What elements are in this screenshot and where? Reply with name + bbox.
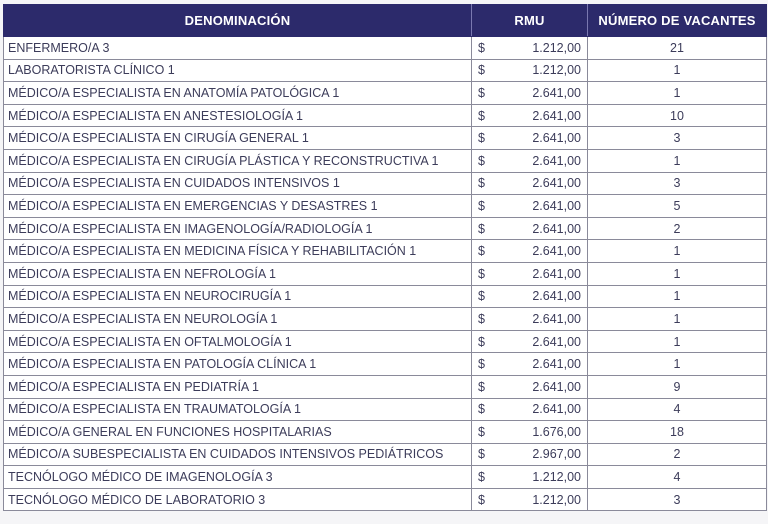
cell-rmu: [472, 488, 588, 511]
vacancies-table: [3, 4, 767, 511]
cell-vacantes: 1: [588, 149, 767, 172]
table-row: [4, 375, 767, 398]
currency-symbol: $: [478, 289, 485, 304]
table-row: [4, 330, 767, 353]
cell-vacantes: 4: [588, 398, 767, 421]
table-row: [4, 488, 767, 511]
rmu-amount: 2.641,00: [532, 198, 581, 213]
cell-denominacion: MÉDICO/A ESPECIALISTA EN MEDICINA FÍSICA Y REHABILITACIÓN 1: [4, 240, 472, 263]
cell-denominacion: MÉDICO/A ESPECIALISTA EN PATOLOGÍA CLÍNICA 1: [4, 353, 472, 376]
rmu-amount: 2.641,00: [532, 244, 581, 259]
cell-denominacion: MÉDICO/A ESPECIALISTA EN ANATOMÍA PATOLÓGICA 1: [4, 82, 472, 105]
currency-symbol: $: [478, 470, 485, 485]
currency-symbol: $: [478, 402, 485, 417]
cell-rmu: [472, 217, 588, 240]
header-denominacion: DENOMINACIÓN: [4, 5, 472, 37]
currency-symbol: $: [478, 176, 485, 191]
cell-vacantes: 21: [588, 37, 767, 60]
currency-symbol: $: [478, 447, 485, 462]
cell-rmu: [472, 37, 588, 60]
currency-symbol: $: [478, 85, 485, 100]
table-row: [4, 149, 767, 172]
rmu-amount: 1.212,00: [532, 63, 581, 78]
table-row: [4, 443, 767, 466]
rmu-amount: 1.212,00: [532, 40, 581, 55]
cell-rmu: [472, 466, 588, 489]
currency-symbol: $: [478, 131, 485, 146]
table-row: [4, 466, 767, 489]
cell-rmu: [472, 149, 588, 172]
header-rmu: RMU: [472, 5, 588, 37]
cell-denominacion: MÉDICO/A ESPECIALISTA EN OFTALMOLOGÍA 1: [4, 330, 472, 353]
cell-denominacion: MÉDICO/A ESPECIALISTA EN CUIDADOS INTENSIVOS 1: [4, 172, 472, 195]
cell-vacantes: 2: [588, 217, 767, 240]
cell-rmu: [472, 375, 588, 398]
cell-denominacion: MÉDICO/A ESPECIALISTA EN ANESTESIOLOGÍA 1: [4, 104, 472, 127]
table-row: [4, 308, 767, 331]
table-row: [4, 285, 767, 308]
currency-symbol: $: [478, 492, 485, 507]
currency-symbol: $: [478, 221, 485, 236]
cell-rmu: [472, 262, 588, 285]
cell-rmu: [472, 240, 588, 263]
cell-rmu: [472, 308, 588, 331]
cell-vacantes: 2: [588, 443, 767, 466]
table-row: [4, 59, 767, 82]
currency-symbol: $: [478, 334, 485, 349]
cell-denominacion: MÉDICO/A SUBESPECIALISTA EN CUIDADOS INTENSIVOS PEDIÁTRICOS: [4, 443, 472, 466]
vacancies-table-container: [3, 4, 766, 511]
table-row: [4, 82, 767, 105]
currency-symbol: $: [478, 153, 485, 168]
table-row: [4, 262, 767, 285]
currency-symbol: $: [478, 244, 485, 259]
cell-denominacion: MÉDICO/A ESPECIALISTA EN NEFROLOGÍA 1: [4, 262, 472, 285]
cell-rmu: [472, 285, 588, 308]
cell-rmu: [472, 195, 588, 218]
cell-rmu: [472, 59, 588, 82]
cell-vacantes: 3: [588, 172, 767, 195]
cell-rmu: [472, 330, 588, 353]
cell-rmu: [472, 172, 588, 195]
table-header: [4, 5, 767, 37]
rmu-amount: 1.212,00: [532, 492, 581, 507]
table-row: [4, 195, 767, 218]
cell-vacantes: 3: [588, 127, 767, 150]
cell-vacantes: 4: [588, 466, 767, 489]
rmu-amount: 2.641,00: [532, 131, 581, 146]
currency-symbol: $: [478, 198, 485, 213]
cell-rmu: [472, 398, 588, 421]
rmu-amount: 1.676,00: [532, 424, 581, 439]
cell-rmu: [472, 443, 588, 466]
rmu-amount: 2.641,00: [532, 176, 581, 191]
rmu-amount: 2.641,00: [532, 357, 581, 372]
cell-denominacion: ENFERMERO/A 3: [4, 37, 472, 60]
cell-denominacion: MÉDICO/A ESPECIALISTA EN CIRUGÍA GENERAL 1: [4, 127, 472, 150]
rmu-amount: 2.641,00: [532, 108, 581, 123]
table-row: [4, 172, 767, 195]
cell-denominacion: MÉDICO/A GENERAL EN FUNCIONES HOSPITALARIAS: [4, 421, 472, 444]
cell-denominacion: MÉDICO/A ESPECIALISTA EN PEDIATRÍA 1: [4, 375, 472, 398]
cell-vacantes: 1: [588, 240, 767, 263]
table-row: [4, 398, 767, 421]
cell-vacantes: 5: [588, 195, 767, 218]
cell-denominacion: MÉDICO/A ESPECIALISTA EN NEUROLOGÍA 1: [4, 308, 472, 331]
cell-denominacion: MÉDICO/A ESPECIALISTA EN NEUROCIRUGÍA 1: [4, 285, 472, 308]
currency-symbol: $: [478, 63, 485, 78]
cell-denominacion: TECNÓLOGO MÉDICO DE IMAGENOLOGÍA 3: [4, 466, 472, 489]
cell-denominacion: MÉDICO/A ESPECIALISTA EN CIRUGÍA PLÁSTICA Y RECONSTRUCTIVA 1: [4, 149, 472, 172]
cell-vacantes: 1: [588, 308, 767, 331]
cell-vacantes: 18: [588, 421, 767, 444]
rmu-amount: 2.641,00: [532, 266, 581, 281]
table-row: [4, 127, 767, 150]
cell-vacantes: 1: [588, 330, 767, 353]
cell-denominacion: MÉDICO/A ESPECIALISTA EN EMERGENCIAS Y DESASTRES 1: [4, 195, 472, 218]
cell-vacantes: 1: [588, 353, 767, 376]
cell-vacantes: 3: [588, 488, 767, 511]
currency-symbol: $: [478, 357, 485, 372]
rmu-amount: 2.641,00: [532, 402, 581, 417]
rmu-amount: 2.641,00: [532, 289, 581, 304]
table-row: [4, 217, 767, 240]
rmu-amount: 2.641,00: [532, 334, 581, 349]
cell-rmu: [472, 104, 588, 127]
table-row: [4, 37, 767, 60]
table-row: [4, 104, 767, 127]
currency-symbol: $: [478, 108, 485, 123]
rmu-amount: 2.641,00: [532, 221, 581, 236]
cell-denominacion: TECNÓLOGO MÉDICO DE LABORATORIO 3: [4, 488, 472, 511]
currency-symbol: $: [478, 266, 485, 281]
cell-rmu: [472, 127, 588, 150]
cell-rmu: [472, 421, 588, 444]
header-vacantes: NÚMERO DE VACANTES: [588, 5, 767, 37]
currency-symbol: $: [478, 311, 485, 326]
currency-symbol: $: [478, 379, 485, 394]
rmu-amount: 2.967,00: [532, 447, 581, 462]
rmu-amount: 2.641,00: [532, 379, 581, 394]
cell-denominacion: MÉDICO/A ESPECIALISTA EN TRAUMATOLOGÍA 1: [4, 398, 472, 421]
cell-vacantes: 1: [588, 262, 767, 285]
table-body: [4, 37, 767, 511]
cell-denominacion: LABORATORISTA CLÍNICO 1: [4, 59, 472, 82]
cell-rmu: [472, 82, 588, 105]
currency-symbol: $: [478, 40, 485, 55]
cell-vacantes: 1: [588, 82, 767, 105]
table-row: [4, 421, 767, 444]
cell-vacantes: 1: [588, 285, 767, 308]
table-row: [4, 240, 767, 263]
currency-symbol: $: [478, 424, 485, 439]
cell-vacantes: 9: [588, 375, 767, 398]
rmu-amount: 2.641,00: [532, 153, 581, 168]
rmu-amount: 1.212,00: [532, 470, 581, 485]
rmu-amount: 2.641,00: [532, 311, 581, 326]
cell-rmu: [472, 353, 588, 376]
cell-vacantes: 1: [588, 59, 767, 82]
cell-denominacion: MÉDICO/A ESPECIALISTA EN IMAGENOLOGÍA/RADIOLOGÍA 1: [4, 217, 472, 240]
table-row: [4, 353, 767, 376]
rmu-amount: 2.641,00: [532, 85, 581, 100]
cell-vacantes: 10: [588, 104, 767, 127]
